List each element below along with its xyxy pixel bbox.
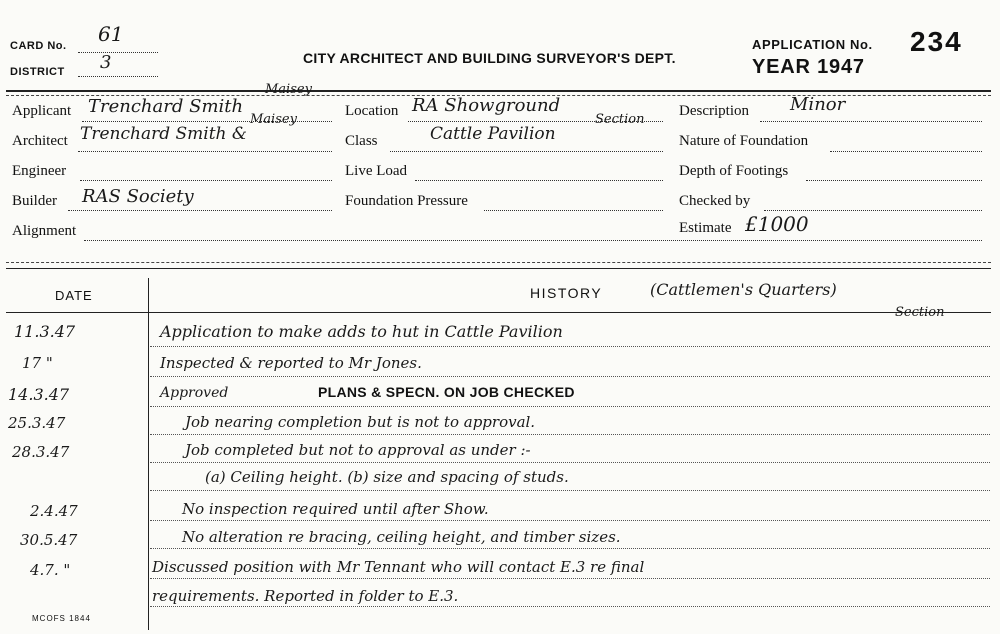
- history-date: 25.3.47: [8, 414, 66, 432]
- builder-value: RAS Society: [82, 186, 194, 207]
- history-date: 17 ": [22, 354, 53, 372]
- year-label: YEAR 1947: [752, 56, 865, 78]
- card-no-label: CARD No.: [10, 40, 67, 52]
- history-text: Job nearing completion but is not to approval.: [185, 413, 536, 431]
- history-text: Job completed but not to approval as under :-: [185, 441, 531, 459]
- history-date: 28.3.47: [12, 443, 70, 461]
- estimate-label: Estimate: [679, 220, 732, 236]
- alignment-label: Alignment: [12, 223, 77, 239]
- form-code: MCOFS 1844: [32, 614, 91, 623]
- live-load-label: Live Load: [345, 163, 408, 179]
- district-label: DISTRICT: [10, 66, 65, 78]
- history-text: (a) Ceiling height. (b) size and spacing of studs.: [205, 468, 569, 486]
- history-text: No inspection required until after Show.: [182, 500, 489, 518]
- location-value: RA Showground: [412, 95, 561, 116]
- location-label: Location: [345, 103, 399, 119]
- depth-of-footings-label: Depth of Footings: [679, 163, 789, 179]
- date-column-header: DATE: [55, 288, 93, 303]
- card-no-value: 61: [98, 22, 124, 46]
- description-label: Description: [679, 103, 749, 119]
- district-value: 3: [100, 52, 112, 73]
- history-date: 4.7. ": [30, 561, 71, 579]
- history-text-extra: Section: [895, 305, 945, 320]
- history-text: requirements. Reported in folder to E.3.: [152, 587, 459, 605]
- history-date: 2.4.47: [30, 502, 78, 520]
- estimate-value: £1000: [745, 212, 809, 236]
- foundation-pressure-label: Foundation Pressure: [345, 193, 468, 209]
- history-column-header: HISTORY: [530, 285, 603, 301]
- history-text: Discussed position with Mr Tennant who will contact E.3 re final: [152, 558, 645, 576]
- class-label: Class: [345, 133, 378, 149]
- history-note: (Cattlemen's Quarters): [650, 280, 837, 299]
- applicant-value: Trenchard Smith: [88, 96, 244, 117]
- application-label: APPLICATION No.: [752, 37, 873, 52]
- history-text: Application to make adds to hut in Cattle Pavilion: [160, 322, 563, 341]
- application-number: 234: [910, 26, 963, 57]
- department-title: CITY ARCHITECT AND BUILDING SURVEYOR'S DEPT.: [303, 50, 676, 66]
- applicant-label: Applicant: [12, 103, 72, 119]
- class-value: Cattle Pavilion: [430, 124, 556, 144]
- description-value: Minor: [790, 94, 846, 115]
- history-text: Approved: [160, 385, 229, 401]
- history-date: 11.3.47: [14, 322, 76, 341]
- history-date: 14.3.47: [8, 385, 70, 404]
- architect-label: Architect: [12, 133, 68, 149]
- engineer-label: Engineer: [12, 163, 67, 179]
- class-extra: Section: [595, 112, 645, 127]
- nature-of-foundation-label: Nature of Foundation: [679, 133, 809, 149]
- checked-by-label: Checked by: [679, 193, 751, 209]
- applicant-extra: Maisey: [265, 82, 312, 97]
- architect-extra: Maisey: [250, 112, 297, 127]
- history-text: Inspected & reported to Mr Jones.: [160, 354, 422, 372]
- history-stamp: PLANS & SPECN. ON JOB CHECKED: [318, 384, 575, 400]
- history-text: No alteration re bracing, ceiling height, and timber sizes.: [182, 528, 621, 546]
- builder-label: Builder: [12, 193, 57, 209]
- architect-value: Trenchard Smith &: [80, 124, 248, 144]
- history-date: 30.5.47: [20, 531, 78, 549]
